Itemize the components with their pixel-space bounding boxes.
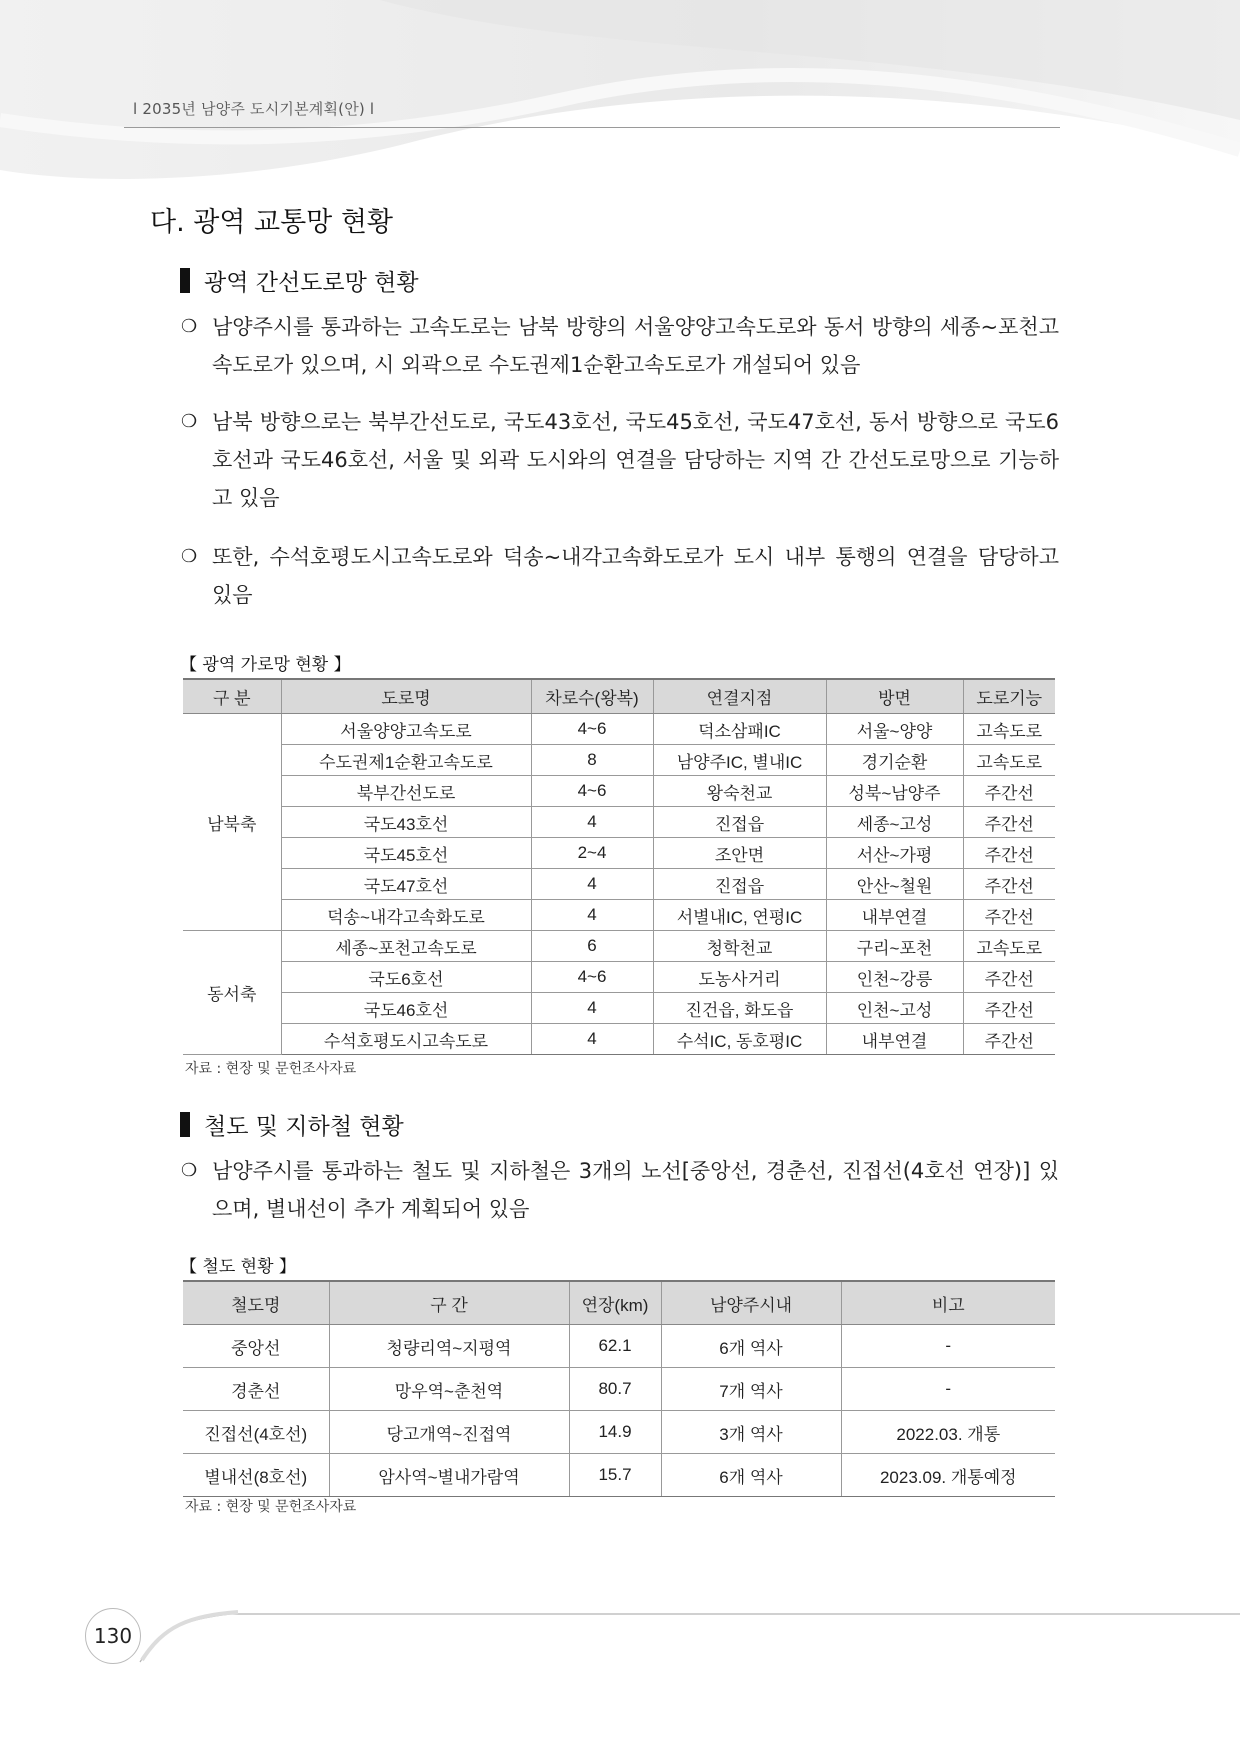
table-cell: 남양주IC, 별내IC: [653, 745, 826, 776]
table-cell: 경기순환: [826, 745, 963, 776]
table-cell: 진접읍: [653, 869, 826, 900]
table-cell: 안산~철원: [826, 869, 963, 900]
header-cell: 비고: [841, 1281, 1055, 1325]
table-cell: 내부연결: [826, 1024, 963, 1055]
table-cell: 고속도로: [963, 745, 1055, 776]
table-row: [183, 931, 1055, 962]
table-cell: 주간선: [963, 869, 1055, 900]
table-cell: 인천~고성: [826, 993, 963, 1024]
table-cell: 4: [531, 869, 653, 900]
table-cell: 서별내IC, 연평IC: [653, 900, 826, 931]
table-cell: 고속도로: [963, 714, 1055, 745]
table-cell: 내부연결: [826, 900, 963, 931]
rail-table-caption: 【 철도 현황 】: [180, 1257, 296, 1277]
page-number-badge: [85, 1608, 141, 1664]
table-cell: 2023.09. 개통예정: [841, 1454, 1055, 1497]
paragraph-text: 남북 방향으로는 북부간선도로, 국도43호선, 국도45호선, 국도47호선, 동서 방향으로 국도6호선과 국도46호선, 서울 및 외곽 도시와의 연결을 담당하는 지역 간 간선도로망으로 기능하고 있음: [212, 410, 1059, 510]
rail-table-source: 자료 : 현장 및 문헌조사자료: [185, 1499, 357, 1515]
table-cell: 80.7: [569, 1368, 661, 1411]
table-cell: 주간선: [963, 838, 1055, 869]
table-row: [183, 838, 1055, 869]
railway-table: [183, 1280, 1055, 1497]
running-header: l 2035년 남양주 도시기본계획(안) l: [133, 100, 375, 118]
table-cell: 7개 역사: [661, 1368, 841, 1411]
paragraph-text: 또한, 수석호평도시고속도로와 덕송~내각고속화도로가 도시 내부 통행의 연결을 담당하고 있음: [212, 545, 1059, 607]
table-row: [183, 962, 1055, 993]
table-cell: 청학천교: [653, 931, 826, 962]
table-cell: 15.7: [569, 1454, 661, 1497]
table-row: [183, 900, 1055, 931]
table-cell: 조안면: [653, 838, 826, 869]
table-cell: 세종~포천고속도로: [281, 931, 531, 962]
paragraph-arterials: [181, 403, 1059, 517]
circle-bullet-icon: ❍: [181, 316, 198, 337]
table-cell: 14.9: [569, 1411, 661, 1454]
paragraph-urban-highways: [181, 538, 1059, 614]
circle-bullet-icon: ❍: [181, 546, 198, 567]
header-cell: 연결지점: [653, 679, 826, 714]
table-cell: 수석IC, 동호평IC: [653, 1024, 826, 1055]
table-cell: 주간선: [963, 900, 1055, 931]
table-cell: 국도45호선: [281, 838, 531, 869]
table-cell: 경춘선: [183, 1368, 329, 1411]
paragraph-text: 남양주시를 통과하는 철도 및 지하철은 3개의 노선[중앙선, 경춘선, 진접선(4호선 연장)] 있으며, 별내선이 추가 계획되어 있음: [212, 1159, 1059, 1221]
table-cell: 주간선: [963, 807, 1055, 838]
table-cell: 6개 역사: [661, 1325, 841, 1368]
table-row: [183, 1368, 1055, 1411]
header-cell: 구 간: [329, 1281, 569, 1325]
road-network-table: [183, 678, 1055, 1055]
table-cell: 덕소삼패IC: [653, 714, 826, 745]
paragraph-railways: [181, 1152, 1059, 1228]
table-cell: 구리~포천: [826, 931, 963, 962]
table-cell: 성북~남양주: [826, 776, 963, 807]
table-cell: 왕숙천교: [653, 776, 826, 807]
subheading-bar-icon: [180, 268, 190, 293]
paragraph-text: 남양주시를 통과하는 고속도로는 남북 방향의 서울양양고속도로와 동서 방향의 세종~포천고속도로가 있으며, 시 외곽으로 수도권제1순환고속도로가 개설되어 있음: [212, 315, 1059, 377]
table-row: [183, 807, 1055, 838]
subheading-railway: [180, 1108, 404, 1141]
table-cell: 고속도로: [963, 931, 1055, 962]
table-cell: 북부간선도로: [281, 776, 531, 807]
header-cell: 연장(km): [569, 1281, 661, 1325]
table-cell: 4~6: [531, 776, 653, 807]
table-cell: 당고개역~진접역: [329, 1411, 569, 1454]
page-number: 130: [93, 1624, 133, 1648]
table-cell: 6: [531, 931, 653, 962]
table-cell: 62.1: [569, 1325, 661, 1368]
table-cell: 주간선: [963, 962, 1055, 993]
table-cell: 국도46호선: [281, 993, 531, 1024]
header-divider: [124, 127, 1060, 128]
subheading-label: 철도 및 지하철 현황: [204, 1114, 404, 1140]
table-header-row: [183, 1281, 1055, 1325]
road-table-caption: 【 광역 가로망 현황 】: [180, 655, 351, 675]
table-row: [183, 869, 1055, 900]
table-cell: 중앙선: [183, 1325, 329, 1368]
table-cell: 도농사거리: [653, 962, 826, 993]
table-cell: 2~4: [531, 838, 653, 869]
header-cell: 구 분: [183, 679, 281, 714]
circle-bullet-icon: ❍: [181, 1160, 198, 1181]
table-row: [183, 1024, 1055, 1055]
table-cell: 3개 역사: [661, 1411, 841, 1454]
header-cell: 도로명: [281, 679, 531, 714]
table-cell: 2022.03. 개통: [841, 1411, 1055, 1454]
table-cell: 4~6: [531, 962, 653, 993]
table-cell: 진접읍: [653, 807, 826, 838]
group-cell: 남북축: [183, 714, 281, 931]
subheading-label: 광역 간선도로망 현황: [204, 270, 419, 296]
table-cell: 8: [531, 745, 653, 776]
table-cell: 덕송~내각고속화도로: [281, 900, 531, 931]
header-cell: 철도명: [183, 1281, 329, 1325]
table-cell: 진접선(4호선): [183, 1411, 329, 1454]
header-cell: 남양주시내: [661, 1281, 841, 1325]
table-cell: 6개 역사: [661, 1454, 841, 1497]
paragraph-expressways: [181, 308, 1059, 384]
table-row: [183, 1454, 1055, 1497]
table-cell: 4: [531, 807, 653, 838]
road-table-source: 자료 : 현장 및 문헌조사자료: [185, 1061, 357, 1077]
table-cell: 별내선(8호선): [183, 1454, 329, 1497]
table-cell: 망우역~춘천역: [329, 1368, 569, 1411]
header-cell: 방면: [826, 679, 963, 714]
circle-bullet-icon: ❍: [181, 411, 198, 432]
table-cell: 국도47호선: [281, 869, 531, 900]
table-cell: 세종~고성: [826, 807, 963, 838]
table-row: [183, 776, 1055, 807]
table-cell: 4: [531, 900, 653, 931]
table-cell: 주간선: [963, 993, 1055, 1024]
table-cell: 진건읍, 화도읍: [653, 993, 826, 1024]
subheading-road-network: [180, 264, 419, 297]
table-row: [183, 1411, 1055, 1454]
table-cell: 서울양양고속도로: [281, 714, 531, 745]
footer-swoosh: [120, 1600, 1240, 1670]
table-cell: 암사역~별내가람역: [329, 1454, 569, 1497]
group-cell: 동서축: [183, 931, 281, 1055]
table-cell: 4~6: [531, 714, 653, 745]
table-cell: 서산~가평: [826, 838, 963, 869]
table-row: [183, 1325, 1055, 1368]
table-cell: -: [841, 1368, 1055, 1411]
header-cell: 차로수(왕복): [531, 679, 653, 714]
header-cell: 도로기능: [963, 679, 1055, 714]
table-cell: 주간선: [963, 776, 1055, 807]
table-cell: 인천~강릉: [826, 962, 963, 993]
subheading-bar-icon: [180, 1112, 190, 1137]
table-cell: 국도43호선: [281, 807, 531, 838]
table-cell: 국도6호선: [281, 962, 531, 993]
table-cell: 주간선: [963, 1024, 1055, 1055]
section-title: 다. 광역 교통망 현황: [150, 207, 393, 238]
table-cell: 4: [531, 1024, 653, 1055]
table-cell: 서울~양양: [826, 714, 963, 745]
table-cell: 수도권제1순환고속도로: [281, 745, 531, 776]
table-row: [183, 714, 1055, 745]
table-cell: 청량리역~지평역: [329, 1325, 569, 1368]
table-cell: 4: [531, 993, 653, 1024]
table-cell: 수석호평도시고속도로: [281, 1024, 531, 1055]
table-row: [183, 993, 1055, 1024]
table-row: [183, 745, 1055, 776]
table-cell: -: [841, 1325, 1055, 1368]
table-header-row: [183, 679, 1055, 714]
